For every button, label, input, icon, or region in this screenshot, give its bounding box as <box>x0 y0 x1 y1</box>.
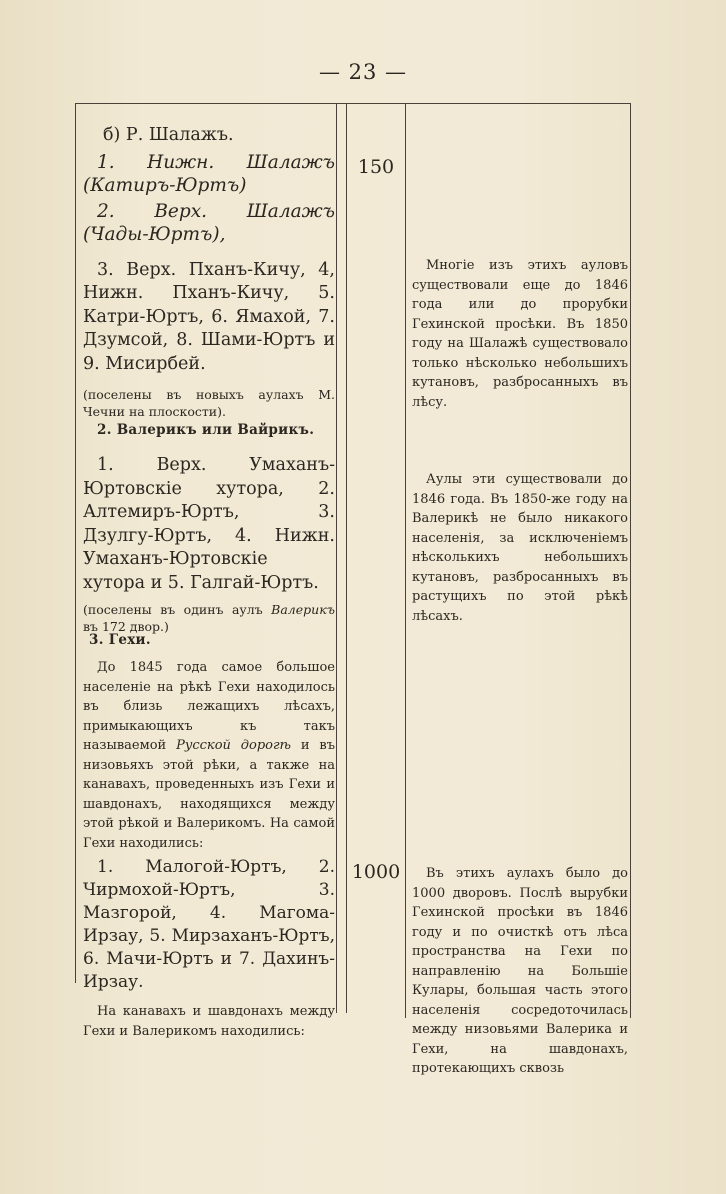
section-shalazh <box>83 124 335 420</box>
canals-note: На канавахъ и шавдонахъ между Гехи и Валерикомъ находились: <box>83 1004 335 1039</box>
intro-road-name: Русской дорогѣ <box>176 738 292 753</box>
section-gekhi-villages <box>83 856 335 1041</box>
remark-valerik <box>412 470 628 626</box>
remark-text: Многіе изъ этихъ ауловъ существовали еще до 1846 года или до прорубки Гехинской просѣки. Въ 1850 году на Шалажѣ существовало только нѣсколько небольшихъ кутановъ, разбросанныхъ въ лѣсу. <box>412 258 628 410</box>
table-top-rule <box>75 103 630 104</box>
household-count: 150 <box>357 156 395 178</box>
section-heading: б) Р. Шалажъ. <box>103 125 234 145</box>
table-right-rule <box>630 103 631 1018</box>
settlement-note <box>83 601 335 635</box>
remark-text: Въ этихъ аулахъ было до 1000 дворовъ. Послѣ вырубки Гехинской просѣки въ 1846 году и по очисткѣ отъ лѣса пространства на Гехи по направленію на Большіе Кулары, большая часть этого населенія сосредоточилась между низовьями Валерика и Гехи, на шавдонахъ, протекающихъ сквозь <box>412 866 628 1076</box>
intro-text: и въ низовьяхъ этой рѣки, а также на канавахъ, проведенныхъ изъ Гехи и шавдонахъ, находящихся между этой рѣкой и Валерикомъ. На самой Гехи находились: <box>83 738 335 851</box>
settlement-note-text: (поселены въ одинъ аулъ <box>83 602 263 617</box>
section-gekhi <box>83 632 335 853</box>
section-heading: 2. Валерикъ или Вайрикъ. <box>97 422 315 438</box>
table-column-rule <box>346 103 347 1013</box>
settlement-note-village: Валерикъ <box>271 602 335 617</box>
settlement-note: (поселены въ новыхъ аулахъ М. Чечни на плоскости). <box>83 387 335 419</box>
village-item: 2. Верх. Шалажъ (Чады-Юртъ), <box>83 200 335 245</box>
table-left-rule <box>75 103 76 983</box>
table-column-rule <box>405 103 406 1018</box>
village-list: 1. Малогой-Юртъ, 2. Чирмохой-Юртъ, 3. Мазгорой, 4. Магома-Ирзау, 5. Мирзаханъ-Юртъ, 6. Мачи-Юртъ и 7. Дахинъ-Ирзау. <box>83 857 335 992</box>
remark-gekhi <box>412 864 628 1079</box>
household-count: 1000 <box>351 861 401 883</box>
section-valerik <box>83 422 335 635</box>
page-number: — 23 — <box>318 60 408 84</box>
settlement-note-text: въ 172 двор.) <box>83 619 169 634</box>
intro-text: До 1845 года самое большое населеніе на рѣкѣ Гехи находилось въ близь лежащихъ лѣсахъ, примыкающихъ къ такъ называемой <box>83 660 335 753</box>
remark-shalazh <box>412 256 628 412</box>
remark-text: Аулы эти существовали до 1846 года. Въ 1850-же году на Валерикѣ не было никакого населенія, за исключеніемъ нѣсколькихъ небольшихъ кутановъ, разбросанныхъ въ растущихъ по этой рѣкѣ лѣсахъ. <box>412 472 628 624</box>
village-list: 1. Верх. Умаханъ-Юртовскіе хутора, 2. Алтемиръ-Юртъ, 3. Дзулгу-Юртъ, 4. Нижн. Умаханъ-Юртовскіе хутора и 5. Галгай-Юртъ. <box>83 455 335 593</box>
village-item: 1. Нижн. Шалажъ (Катиръ-Юртъ) <box>83 151 335 196</box>
village-list: 3. Верх. Пханъ-Кичу, 4, Нижн. Пханъ-Кичу, 5. Катри-Юртъ, 6. Ямахой, 7. Дзумсой, 8. Шами-Юртъ и 9. Мисирбей. <box>83 259 335 374</box>
section-heading: 3. Гехи. <box>89 632 151 648</box>
section-intro <box>83 658 335 853</box>
table-column-rule <box>336 103 337 1013</box>
